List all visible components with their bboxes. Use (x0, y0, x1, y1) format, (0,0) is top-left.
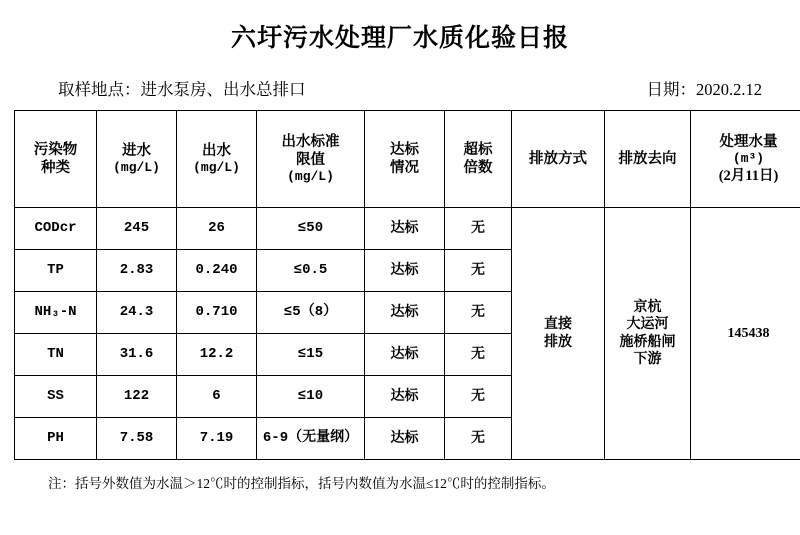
page-title: 六圩污水处理厂水质化验日报 (230, 25, 569, 52)
cell-inflow: 122 (97, 376, 177, 418)
col-header-limit: 出水标准 限值 (mg/L) (257, 111, 365, 208)
cell-limit: 6-9（无量纲） (257, 418, 365, 460)
cell-discharge-destination: 京杭 大运河 施桥船闸 下游 (605, 208, 691, 460)
cell-exceed: 无 (445, 376, 512, 418)
cell-exceed: 无 (445, 418, 512, 460)
cell-status: 达标 (365, 376, 445, 418)
table-row (15, 208, 800, 250)
col-header-discharge-destination: 排放去向 (605, 111, 691, 208)
col-header-status: 达标 情况 (365, 111, 445, 208)
cell-exceed: 无 (445, 208, 512, 250)
cell-inflow: 31.6 (97, 334, 177, 376)
col-header-pollutant: 污染物 种类 (15, 111, 97, 208)
cell-pollutant: CODcr (15, 208, 97, 250)
sampling-location: 取样地点：进水泵房、出水总排口 (58, 80, 306, 99)
cell-status: 达标 (365, 292, 445, 334)
cell-limit: ≤10 (257, 376, 365, 418)
cell-outflow: 0.240 (177, 250, 257, 292)
table-container (0, 110, 800, 460)
cell-exceed: 无 (445, 292, 512, 334)
col-header-outflow: 出水 (mg/L) (177, 111, 257, 208)
table-header-row (15, 111, 800, 208)
col-header-water-volume: 处理水量 (m³) (2月11日) (691, 111, 800, 208)
footnote: 注：括号外数值为水温＞12℃时的控制指标，括号内数值为水温≤12℃时的控制指标。 (48, 476, 555, 491)
col-header-inflow: 进水 (mg/L) (97, 111, 177, 208)
cell-limit: ≤50 (257, 208, 365, 250)
cell-outflow: 7.19 (177, 418, 257, 460)
cell-outflow: 26 (177, 208, 257, 250)
cell-outflow: 12.2 (177, 334, 257, 376)
cell-status: 达标 (365, 208, 445, 250)
cell-outflow: 6 (177, 376, 257, 418)
cell-pollutant: PH (15, 418, 97, 460)
col-header-discharge-method: 排放方式 (512, 111, 605, 208)
cell-inflow: 2.83 (97, 250, 177, 292)
cell-inflow: 24.3 (97, 292, 177, 334)
cell-limit: ≤15 (257, 334, 365, 376)
meta-row (0, 54, 800, 110)
cell-inflow: 245 (97, 208, 177, 250)
cell-exceed: 无 (445, 250, 512, 292)
cell-limit: ≤5（8） (257, 292, 365, 334)
water-quality-table (14, 110, 800, 460)
cell-discharge-method: 直接 排放 (512, 208, 605, 460)
cell-exceed: 无 (445, 334, 512, 376)
cell-outflow: 0.710 (177, 292, 257, 334)
cell-pollutant: SS (15, 376, 97, 418)
cell-status: 达标 (365, 418, 445, 460)
report-date: 日期：2020.2.12 (646, 80, 762, 99)
cell-status: 达标 (365, 250, 445, 292)
cell-limit: ≤0.5 (257, 250, 365, 292)
cell-inflow: 7.58 (97, 418, 177, 460)
cell-water-volume: 145438 (691, 208, 800, 460)
cell-pollutant: NH₃-N (15, 292, 97, 334)
cell-pollutant: TP (15, 250, 97, 292)
cell-status: 达标 (365, 334, 445, 376)
col-header-exceed: 超标 倍数 (445, 111, 512, 208)
cell-pollutant: TN (15, 334, 97, 376)
